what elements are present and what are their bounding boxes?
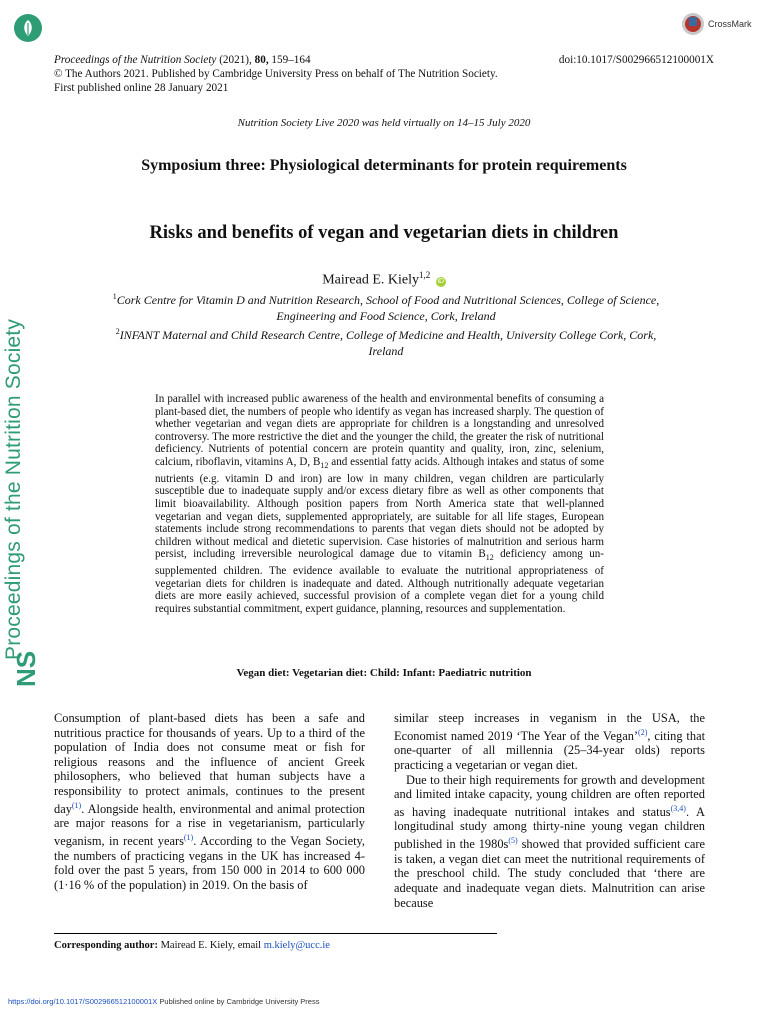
- citation-pages: 159–164: [271, 54, 311, 66]
- orcid-icon[interactable]: iD: [437, 277, 445, 285]
- affiliation-1: [66, 289, 706, 309]
- left-paragraph: [54, 711, 365, 892]
- right-text-5: showed that provided sufficient care is taken, a vegan diet can meet the nutritional requirements of the preschool child. The study concluded that ‘there are adequate and inadequate vegan diets. Malnutrition can arise because: [394, 837, 705, 910]
- corresponding-label: Corresponding author:: [54, 940, 158, 951]
- abstract-part2: and essential fatty acids. Although intakes and status of some nutrients (e.g. vitamin D and iron) are low in many children, vegan children are particularly susceptible due to inadequate supply and/or excess dietary fibre as well as other components that limit bioavailability. Although position papers from North America state that well-planned vegetarian and vegan diets, supplemented appropriately, are suitable for all life stages, European statements include strong recommendations to parents that vegan diets should not be adopted by children without medical and dietetic supervision. Case histories of malnutrition and serious harm persist, including irreversible neurological damage due to vitamin B: [155, 455, 604, 561]
- citation-journal: Proceedings of the Nutrition Society: [54, 54, 217, 66]
- journal-logo-icon: [14, 14, 42, 42]
- corresponding-author: [54, 940, 330, 951]
- right-text-4: . A longitudinal study among thirty-nine young vegan children published in the 1980s: [394, 804, 705, 852]
- email-link[interactable]: m.kiely@ucc.ie: [263, 940, 330, 951]
- journal-name-vertical: Proceedings of the Nutrition Society: [2, 318, 25, 660]
- symposium-heading: Symposium three: Physiological determinants for protein requirements: [141, 157, 627, 174]
- right-text-1: similar steep increases in veganism in the USA, the Economist named 2019 ‘The Year of the Vegan’: [394, 711, 705, 743]
- first-published: First published online 28 January 2021: [54, 82, 229, 94]
- affiliation-2: [66, 324, 706, 344]
- author-line: [0, 270, 768, 289]
- left-text-2: . Alongside health, environmental and animal protection are major reasons for a rise in vegetarianism, particularly veganism, in recent years: [54, 801, 365, 848]
- body-column-right: [394, 711, 705, 910]
- affiliation-1-sup: 1: [112, 292, 117, 301]
- left-text-1: Consumption of plant-based diets has been a safe and nutritious practice for thousands of years. Up to a third of the population of India does not consume meat or fish for religious reasons and the influence of ancient Greek philosophers, who believed that human subjects have a responsibility to protect animals, continues to the present day: [54, 711, 365, 816]
- abstract-part3: deficiency among un-supplemented children. The evidence available to evaluate the nutritional appropriateness of vegetarian diets for children is inadequate and dated. Although nutritionally adequate vegetarian diets are more easily achieved, successful provision of a complete vegan diet for a young child requires substantial commitment, expert guidance, planning, resources and supplementation.: [155, 548, 604, 615]
- reference-link[interactable]: (1): [71, 800, 82, 810]
- conference-note: Nutrition Society Live 2020 was held virtually on 14–15 July 2020: [237, 117, 531, 129]
- right-text-3: Due to their high requirements for growth and development and limited intake capacity, young children are often reported as having inadequate nutritional intakes and status: [394, 772, 705, 819]
- crossmark-badge[interactable]: [681, 12, 752, 36]
- corresponding-text: Mairead E. Kiely, email: [160, 940, 262, 951]
- copyright-line: © The Authors 2021. Published by Cambridge University Press on behalf of The Nutrition Society.: [54, 68, 498, 80]
- abstract-sub1: 12: [320, 461, 329, 471]
- abstract-sub2: 12: [485, 553, 494, 563]
- author-sup: 1,2: [419, 270, 431, 280]
- reference-link[interactable]: (2): [638, 727, 648, 737]
- citation-year: (2021),: [219, 54, 252, 66]
- crossmark-label: CrossMark: [708, 19, 752, 29]
- reference-link[interactable]: (3,4): [670, 803, 686, 813]
- affiliation-2-line1: INFANT Maternal and Child Research Centre, College of Medicine and Health, University College Cork, Cork,: [119, 328, 657, 342]
- affiliations: [66, 289, 706, 359]
- abstract-part1: In parallel with increased public awareness of the health and environmental benefits of consuming a plant-based diet, the numbers of people who identify as vegan has increased sharply. The question of whether vegetarian and vegan diets are appropriate for children is a longstanding and unresolved controversy. The more restrictive the diet and the younger the child, the greater the risk of nutritional deficiency. Nutrients of potential concern are protein quantity and quality, iron, zinc, selenium, calcium, riboflavin, vitamins A, D, B: [155, 393, 604, 468]
- reference-link[interactable]: (5): [508, 836, 518, 845]
- reference-link[interactable]: (1): [183, 832, 194, 842]
- keywords: Vegan diet: Vegetarian diet: Child: Infant: Paediatric nutrition: [236, 667, 532, 679]
- left-text-3: . According to the Vegan Society, the numbers of practicing vegans in the UK has increased 4-fold over the past 5 years, from 150 000 in 2014 to 600 000 (1·16 % of the population) in 2019. On the basis of: [54, 834, 366, 892]
- crossmark-icon: [681, 12, 705, 36]
- svg-text:NS: NS: [11, 650, 41, 687]
- footnote-divider: [54, 933, 497, 934]
- affiliation-1-line1: Cork Centre for Vitamin D and Nutrition Research, School of Food and Nutritional Sciences, College of Science,: [116, 293, 660, 307]
- citation-header: [54, 53, 714, 95]
- citation-volume: 80,: [254, 54, 269, 66]
- affiliation-1-line2: Engineering and Food Science, Cork, Ireland: [276, 308, 496, 323]
- page-footer: [8, 997, 319, 1006]
- abstract: [155, 393, 604, 616]
- doi: doi:10.1017/S002966512100001X: [558, 54, 714, 66]
- doi-link[interactable]: https://doi.org/10.1017/S002966512100001X: [8, 997, 158, 1006]
- right-text-2: , citing that one-quarter of all millennia (25–34-year olds) reports practicing a vegetarian or vegan diet.: [394, 728, 706, 772]
- affiliation-2-sup: 2: [115, 327, 120, 336]
- right-paragraph-2: [394, 773, 705, 911]
- citation-line: [54, 53, 311, 67]
- footer-text: Published online by Cambridge University Press: [159, 997, 320, 1006]
- right-paragraph-1: [394, 711, 705, 773]
- author-name: Mairead E. Kiely: [322, 272, 420, 288]
- affiliation-2-line2: Ireland: [368, 343, 404, 358]
- article-title: Risks and benefits of vegan and vegetarian diets in children: [149, 223, 619, 243]
- body-column-left: [54, 711, 365, 892]
